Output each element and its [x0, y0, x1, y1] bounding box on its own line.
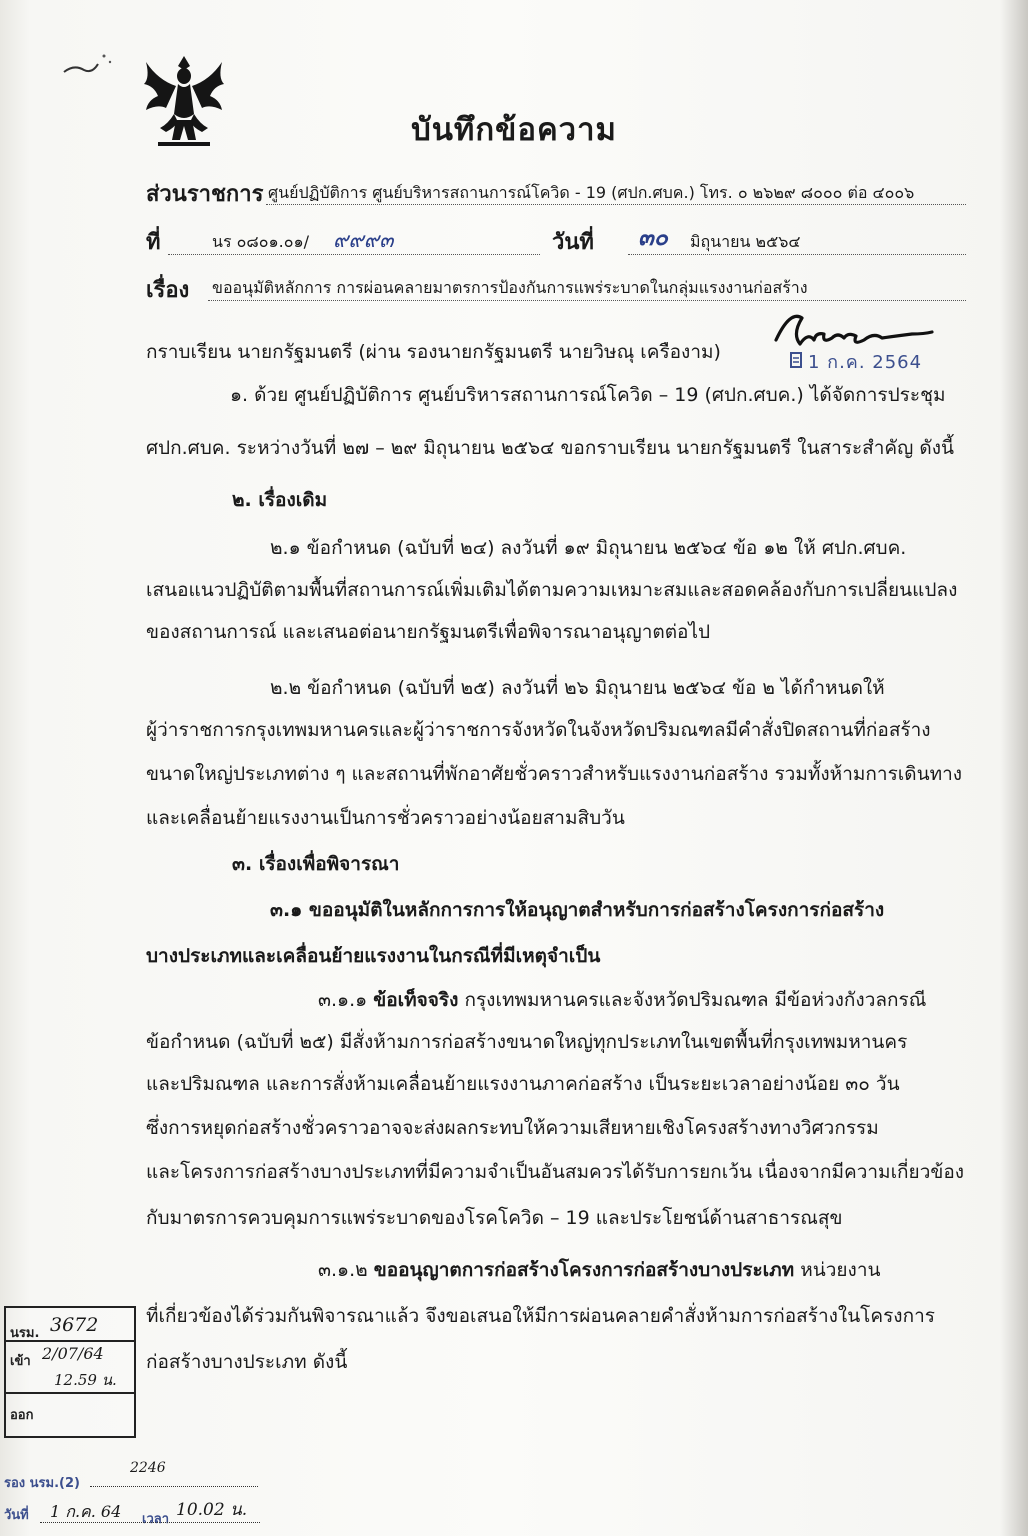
paragraph-line: ๓.๑ ขออนุมัติในหลักการการให้อนุญาตสำหรับการก่อสร้างโครงการก่อสร้าง [270, 899, 885, 921]
clause-text: หน่วยงาน [794, 1259, 881, 1281]
ref-value: นร ๐๘๐๑.๐๑/ [212, 232, 310, 251]
stamp-reg-no: 3672 [50, 1314, 99, 1336]
page-title: บันทึกข้อความ [411, 112, 617, 148]
paragraph-line: และเคลื่อนย้ายแรงงานเป็นการชั่วคราวอย่างน้อยสามสิบวัน [146, 807, 625, 829]
paragraph-line: ที่เกี่ยวข้องได้ร่วมกันพิจารณาแล้ว จึงขอเสนอให้มีการผ่อนคลายคำสั่งห้ามการก่อสร้างในโครงการ [146, 1305, 935, 1327]
paragraph-line: ๑. ด้วย ศูนย์ปฏิบัติการ ศูนย์บริหารสถานการณ์โควิด – 19 (ศปก.ศบค.) ได้จัดการประชุม [230, 384, 946, 406]
stamp-in-time: 12.59 น. [54, 1371, 117, 1389]
stamp-in-label: เข้า [10, 1354, 31, 1369]
paragraph-line: ผู้ว่าราชการกรุงเทพมหานครและผู้ว่าราชการจังหวัดในจังหวัดปริมณฑลมีคำสั่งปิดสถานที่ก่อสร้าง [146, 719, 931, 741]
date-day-handwritten: ๓๐ [638, 224, 668, 251]
paragraph-line: ของสถานการณ์ และเสนอต่อนายกรัฐมนตรีเพื่อพิจารณาอนุญาตต่อไป [146, 621, 711, 643]
deputy-stamp-label: รอง นรม.(2) [4, 1476, 80, 1491]
deputy-date-label: วันที่ [4, 1508, 29, 1523]
section-heading: ๒. เรื่องเดิม [232, 489, 328, 511]
stamp-in-date: 2/07/64 [42, 1344, 104, 1363]
paragraph-line: ซึ่งการหยุดก่อสร้างชั่วคราวอาจจะส่งผลกระทบให้ความเสียหายเชิงโครงสร้างทางวิศวกรรม [146, 1117, 879, 1139]
paragraph-line: ขนาดใหญ่ประเภทต่าง ๆ และสถานที่พักอาศัยชั่วคราวสำหรับแรงงานก่อสร้าง รวมทั้งห้ามการเดินทาง [146, 763, 963, 785]
ref-dotline [168, 254, 540, 255]
stamp-out-label: ออก [10, 1408, 34, 1423]
deputy-date-value: 1 ก.ค. 64 [50, 1502, 122, 1521]
clause-heading: ข้อเท็จจริง [373, 989, 459, 1011]
deputy-time-label: เวลา [142, 1512, 170, 1527]
date-label: วันที่ [552, 230, 594, 255]
paragraph-line: ๒.๒ ข้อกำหนด (ฉบับที่ ๒๕) ลงวันที่ ๒๖ มิถุนายน ๒๕๖๔ ข้อ ๒ ได้กำหนดให้ [270, 677, 885, 699]
stamp-mark-icon [790, 352, 802, 368]
paragraph-line [318, 988, 926, 1012]
stamp-reg-label: นรม. [10, 1326, 40, 1341]
intake-stamp [4, 1306, 136, 1438]
deputy-mid: 2 [64, 1476, 75, 1491]
agency-dotline [266, 204, 966, 205]
ref-label: ที่ [146, 230, 161, 255]
paragraph-line: บางประเภทและเคลื่อนย้ายแรงงานในกรณีที่มีเหตุจำเป็น [146, 945, 601, 967]
agency-value: ศูนย์ปฏิบัติการ ศูนย์บริหารสถานการณ์โควิด - 19 (ศปก.ศบค.) โทร. ๐ ๒๖๒๙ ๘๐๐๐ ต่อ ๔๐๐๖ [268, 183, 915, 202]
clause-number: ๓.๑.๑ [318, 989, 368, 1011]
paragraph-line: กับมาตรการควบคุมการแพร่ระบาดของโรคโควิด – 19 และประโยชน์ด้านสาธารณสุข [146, 1207, 843, 1229]
agency-label: ส่วนราชการ [146, 182, 264, 207]
subject-value: ขออนุมัติหลักการ การผ่อนคลายมาตรการป้องกันการแพร่ระบาดในกลุ่มแรงงานก่อสร้าง [212, 278, 808, 297]
deputy-time-value: 10.02 น. [176, 1500, 248, 1520]
paragraph-line: ก่อสร้างบางประเภท ดังนี้ [146, 1351, 348, 1373]
paragraph-line: ข้อกำหนด (ฉบับที่ ๒๕) มีสั่งห้ามการก่อสร้างขนาดใหญ่ทุกประเภทในเขตพื้นที่กรุงเทพมหานคร [146, 1031, 908, 1053]
paragraph-line [318, 1258, 881, 1282]
paragraph-line: เสนอแนวปฏิบัติตามพื้นที่สถานการณ์เพิ่มเติมได้ตามความเหมาะสมและสอดคล้องกับการเปลี่ยนแปลง [146, 579, 958, 601]
paragraph-line: และโครงการก่อสร้างบางประเภทที่มีความจำเป็นอันสมควรได้รับการยกเว้น เนื่องจากมีความเกี่ยวข้อง [146, 1161, 965, 1183]
paragraph-line: ๒.๑ ข้อกำหนด (ฉบับที่ ๒๔) ลงวันที่ ๑๙ มิถุนายน ๒๕๖๔ ข้อ ๑๒ ให้ ศปก.ศบค. [270, 537, 907, 559]
date-dotline [628, 254, 966, 255]
subject-label: เรื่อง [146, 278, 190, 303]
paragraph-line: ศปก.ศบค. ระหว่างวันที่ ๒๗ – ๒๙ มิถุนายน ๒๕๖๔ ขอกราบเรียน นายกรัฐมนตรี ในสาระสำคัญ ดังนี้ [146, 437, 954, 459]
ref-handwritten: ๙๙๙๓ [333, 228, 394, 252]
clause-number: ๓.๑.๒ [318, 1259, 368, 1281]
clause-text: กรุงเทพมหานครและจังหวัดปริมณฑล มีข้อห่วงกังวลกรณี [458, 989, 927, 1011]
section-heading: ๓. เรื่องเพื่อพิจารณา [232, 853, 400, 875]
clause-heading: ขออนุญาตการก่อสร้างโครงการก่อสร้างบางประเภท [373, 1259, 795, 1281]
date-value: มิถุนายน ๒๕๖๔ [690, 232, 801, 251]
subject-dotline [208, 300, 966, 301]
salutation: กราบเรียน นายกรัฐมนตรี (ผ่าน รองนายกรัฐมนตรี นายวิษณุ เครืองาม) [146, 341, 721, 363]
corner-mark-icon [60, 48, 120, 82]
deputy-no: 2246 [130, 1460, 166, 1476]
paragraph-line: และปริมณฑล และการสั่งห้ามเคลื่อนย้ายแรงงานภาคก่อสร้าง เป็นระยะเวลาอย่างน้อย ๓๐ วัน [146, 1073, 900, 1095]
received-date-stamp: 1 ก.ค. 2564 [808, 352, 923, 373]
